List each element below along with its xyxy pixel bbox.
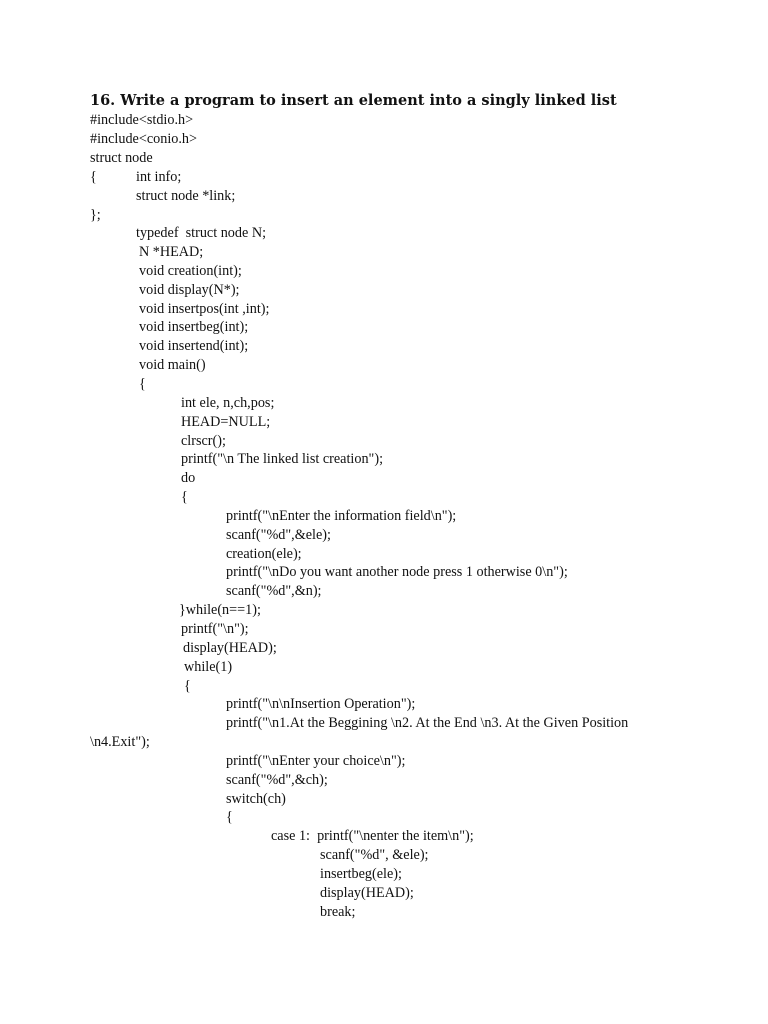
code-line: }; <box>90 207 101 223</box>
code-line: struct node <box>90 150 153 166</box>
code-line: #include<stdio.h> <box>90 112 194 128</box>
code-line: creation(ele); <box>226 546 302 562</box>
code-line: display(HEAD); <box>183 640 277 656</box>
code-line: scanf("%d",&n); <box>226 583 322 599</box>
code-line: scanf("%d", &ele); <box>320 847 429 863</box>
code-line: typedef struct node N; <box>136 225 267 241</box>
code-line: printf("\n"); <box>181 621 249 637</box>
code-line: void insertbeg(int); <box>139 319 249 335</box>
code-line: { <box>181 489 188 505</box>
code-line: #include<conio.h> <box>90 131 198 147</box>
code-line: while(1) <box>184 659 233 675</box>
code-line: printf("\n\nInsertion Operation"); <box>226 696 416 712</box>
code-line: clrscr(); <box>181 433 226 449</box>
code-line: HEAD=NULL; <box>181 414 271 430</box>
code-line: case 1: printf("\nenter the item\n"); <box>271 828 474 844</box>
code-line: { <box>184 678 191 694</box>
page-title: 16. Write a program to insert an element into a singly linked list <box>90 92 617 109</box>
code-line: int info; <box>136 169 182 185</box>
code-line: { <box>90 169 97 185</box>
code-line: printf("\n1.At the Beggining \n2. At the End \n3. At the Given Position <box>226 715 629 731</box>
code-line: void display(N*); <box>139 282 240 298</box>
code-line: printf("\nEnter your choice\n"); <box>226 753 406 769</box>
code-line: switch(ch) <box>226 791 286 807</box>
code-line: void creation(int); <box>139 263 242 279</box>
code-line: scanf("%d",&ch); <box>226 772 328 788</box>
code-line: do <box>181 470 196 486</box>
code-line: printf("\nEnter the information field\n"); <box>226 508 457 524</box>
code-line: { <box>139 376 146 392</box>
code-line: printf("\n The linked list creation"); <box>181 451 384 467</box>
code-line: struct node *link; <box>136 188 236 204</box>
code-line: scanf("%d",&ele); <box>226 527 331 543</box>
code-line: void insertend(int); <box>139 338 249 354</box>
code-line: }while(n==1); <box>179 602 261 618</box>
code-line: \n4.Exit"); <box>90 734 150 750</box>
code-line: int ele, n,ch,pos; <box>181 395 275 411</box>
code-line: display(HEAD); <box>320 885 414 901</box>
code-line: break; <box>320 904 356 920</box>
code-line: printf("\nDo you want another node press 1 otherwise 0\n"); <box>226 564 568 580</box>
code-line: { <box>226 809 233 825</box>
code-line: N *HEAD; <box>139 244 204 260</box>
code-line: insertbeg(ele); <box>320 866 402 882</box>
code-line: void main() <box>139 357 206 373</box>
code-line: void insertpos(int ,int); <box>139 301 270 317</box>
